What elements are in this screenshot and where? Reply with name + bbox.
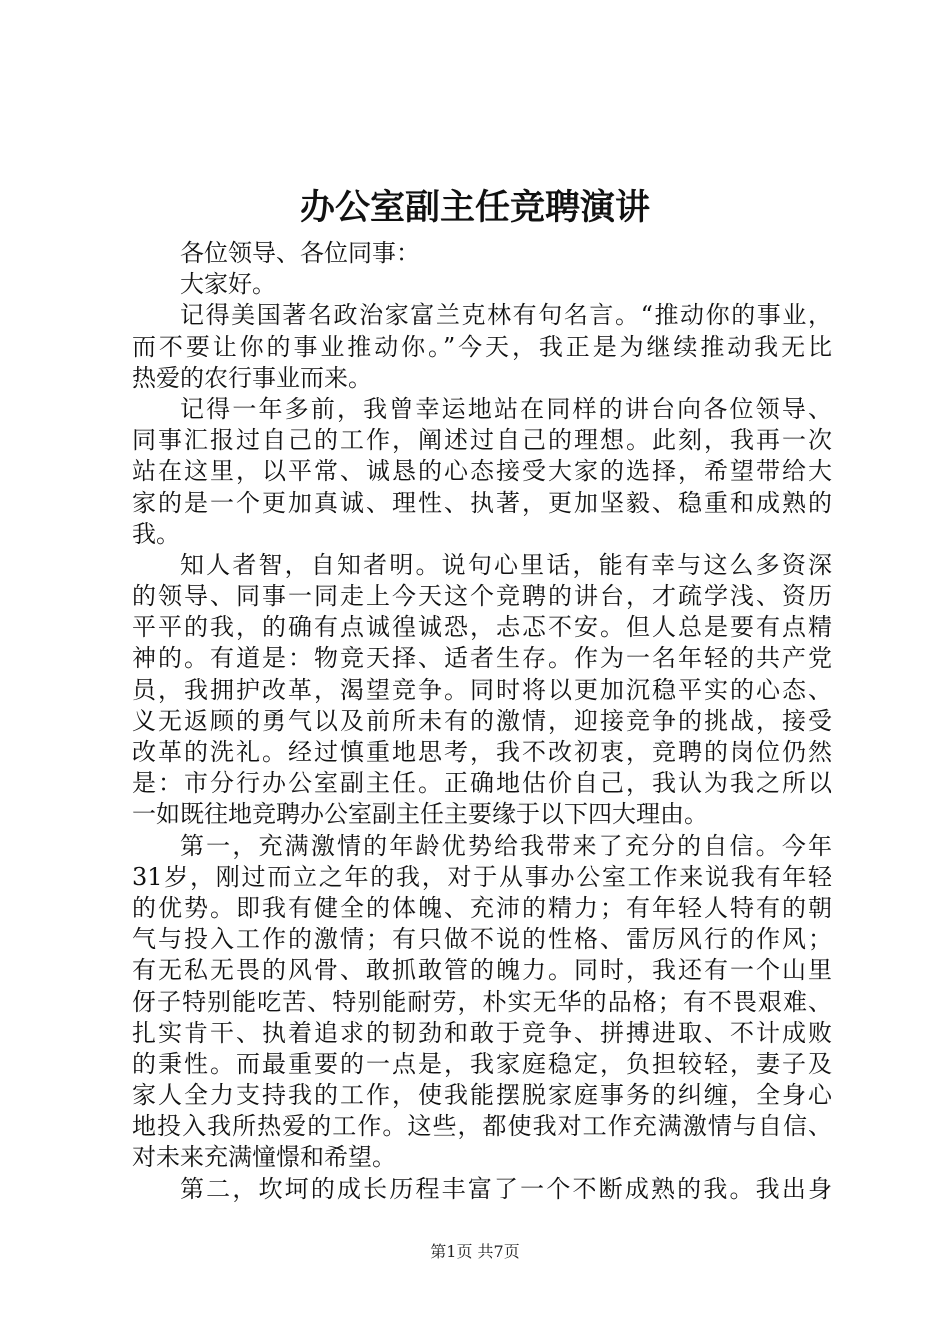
text-line: 平平的我，的确有点诚徨诚恐，忐忑不安。但人总是要有点精 <box>132 613 832 642</box>
text-line: 第二，坎坷的成长历程丰富了一个不断成熟的我。我出身 <box>180 1174 832 1203</box>
text-line: 各位领导、各位同事： <box>180 239 420 267</box>
text-line: 知人者智，自知者明。说句心里话，能有幸与这么多资深 <box>180 550 832 579</box>
text-line: 的优势。即我有健全的体魄、充沛的精力；有年轻人特有的朝 <box>132 893 832 922</box>
text-line: 我。 <box>132 519 180 548</box>
page-title: 办公室副主任竞聘演讲 <box>299 187 650 228</box>
text-line: 地投入我所热爱的工作。这些，都使我对工作充满激情与自信、 <box>132 1112 832 1141</box>
text-line: 记得一年多前，我曾幸运地站在同样的讲台向各位领导、 <box>180 394 832 423</box>
text-line: 的领导、同事一同走上今天这个竞聘的讲台，才疏学浅、资历 <box>132 582 832 611</box>
text-line: 同事汇报过自己的工作，阐述过自己的理想。此刻，我再一次 <box>132 426 832 455</box>
text-line: 对未来充满憧憬和希望。 <box>132 1143 396 1172</box>
text-line: 伢子特别能吃苦、特别能耐劳，朴实无华的品格；有不畏艰难、 <box>132 987 832 1016</box>
text-line: 家人全力支持我的工作，使我能摆脱家庭事务的纠缠，全身心 <box>132 1081 832 1110</box>
text-line: 第一，充满激情的年龄优势给我带来了充分的自信。今年 <box>180 831 832 860</box>
text-line: 扎实肯干、执着追求的韧劲和敢于竞争、拼搏进取、不计成败 <box>132 1018 832 1047</box>
text-line: 的秉性。而最重要的一点是，我家庭稳定，负担较轻，妻子及 <box>132 1049 832 1078</box>
text-line: 而不要让你的事业推动你。”今天，我正是为继续推动我无比 <box>132 332 832 361</box>
text-line: 员，我拥护改革，渴望竞争。同时将以更加沉稳平实的心态、 <box>132 675 832 704</box>
text-line: 一如既往地竞聘办公室副主任主要缘于以下四大理由。 <box>132 800 708 829</box>
text-line: 义无返顾的勇气以及前所未有的激情，迎接竞争的挑战，接受 <box>132 706 832 735</box>
text-line: 站在这里，以平常、诚恳的心态接受大家的选择，希望带给大 <box>132 457 832 486</box>
text-line: 大家好。 <box>180 270 276 299</box>
text-line: 是：市分行办公室副主任。正确地估价自己，我认为我之所以 <box>132 769 832 798</box>
text-line: 有无私无畏的风骨、敢抓敢管的魄力。同时，我还有一个山里 <box>132 956 832 985</box>
text-line: 改革的洗礼。经过慎重地思考，我不改初衷，竞聘的岗位仍然 <box>132 738 832 766</box>
text-line: 神的。有道是：物竞天择、适者生存。作为一名年轻的共产党 <box>132 644 832 673</box>
text-line: 31岁，刚过而立之年的我，对于从事办公室工作来说我有年轻 <box>132 862 832 891</box>
document-body <box>132 238 832 1205</box>
page-footer: 第1页 共7页 <box>430 1242 520 1261</box>
text-line: 气与投入工作的激情；有只做不说的性格、雷厉风行的作风； <box>132 925 832 954</box>
text-line: 记得美国著名政治家富兰克林有句名言。“推动你的事业， <box>180 301 832 330</box>
text-line: 热爱的农行事业而来。 <box>132 363 372 392</box>
text-line: 家的是一个更加真诚、理性、执著，更加坚毅、稳重和成熟的 <box>132 488 832 517</box>
